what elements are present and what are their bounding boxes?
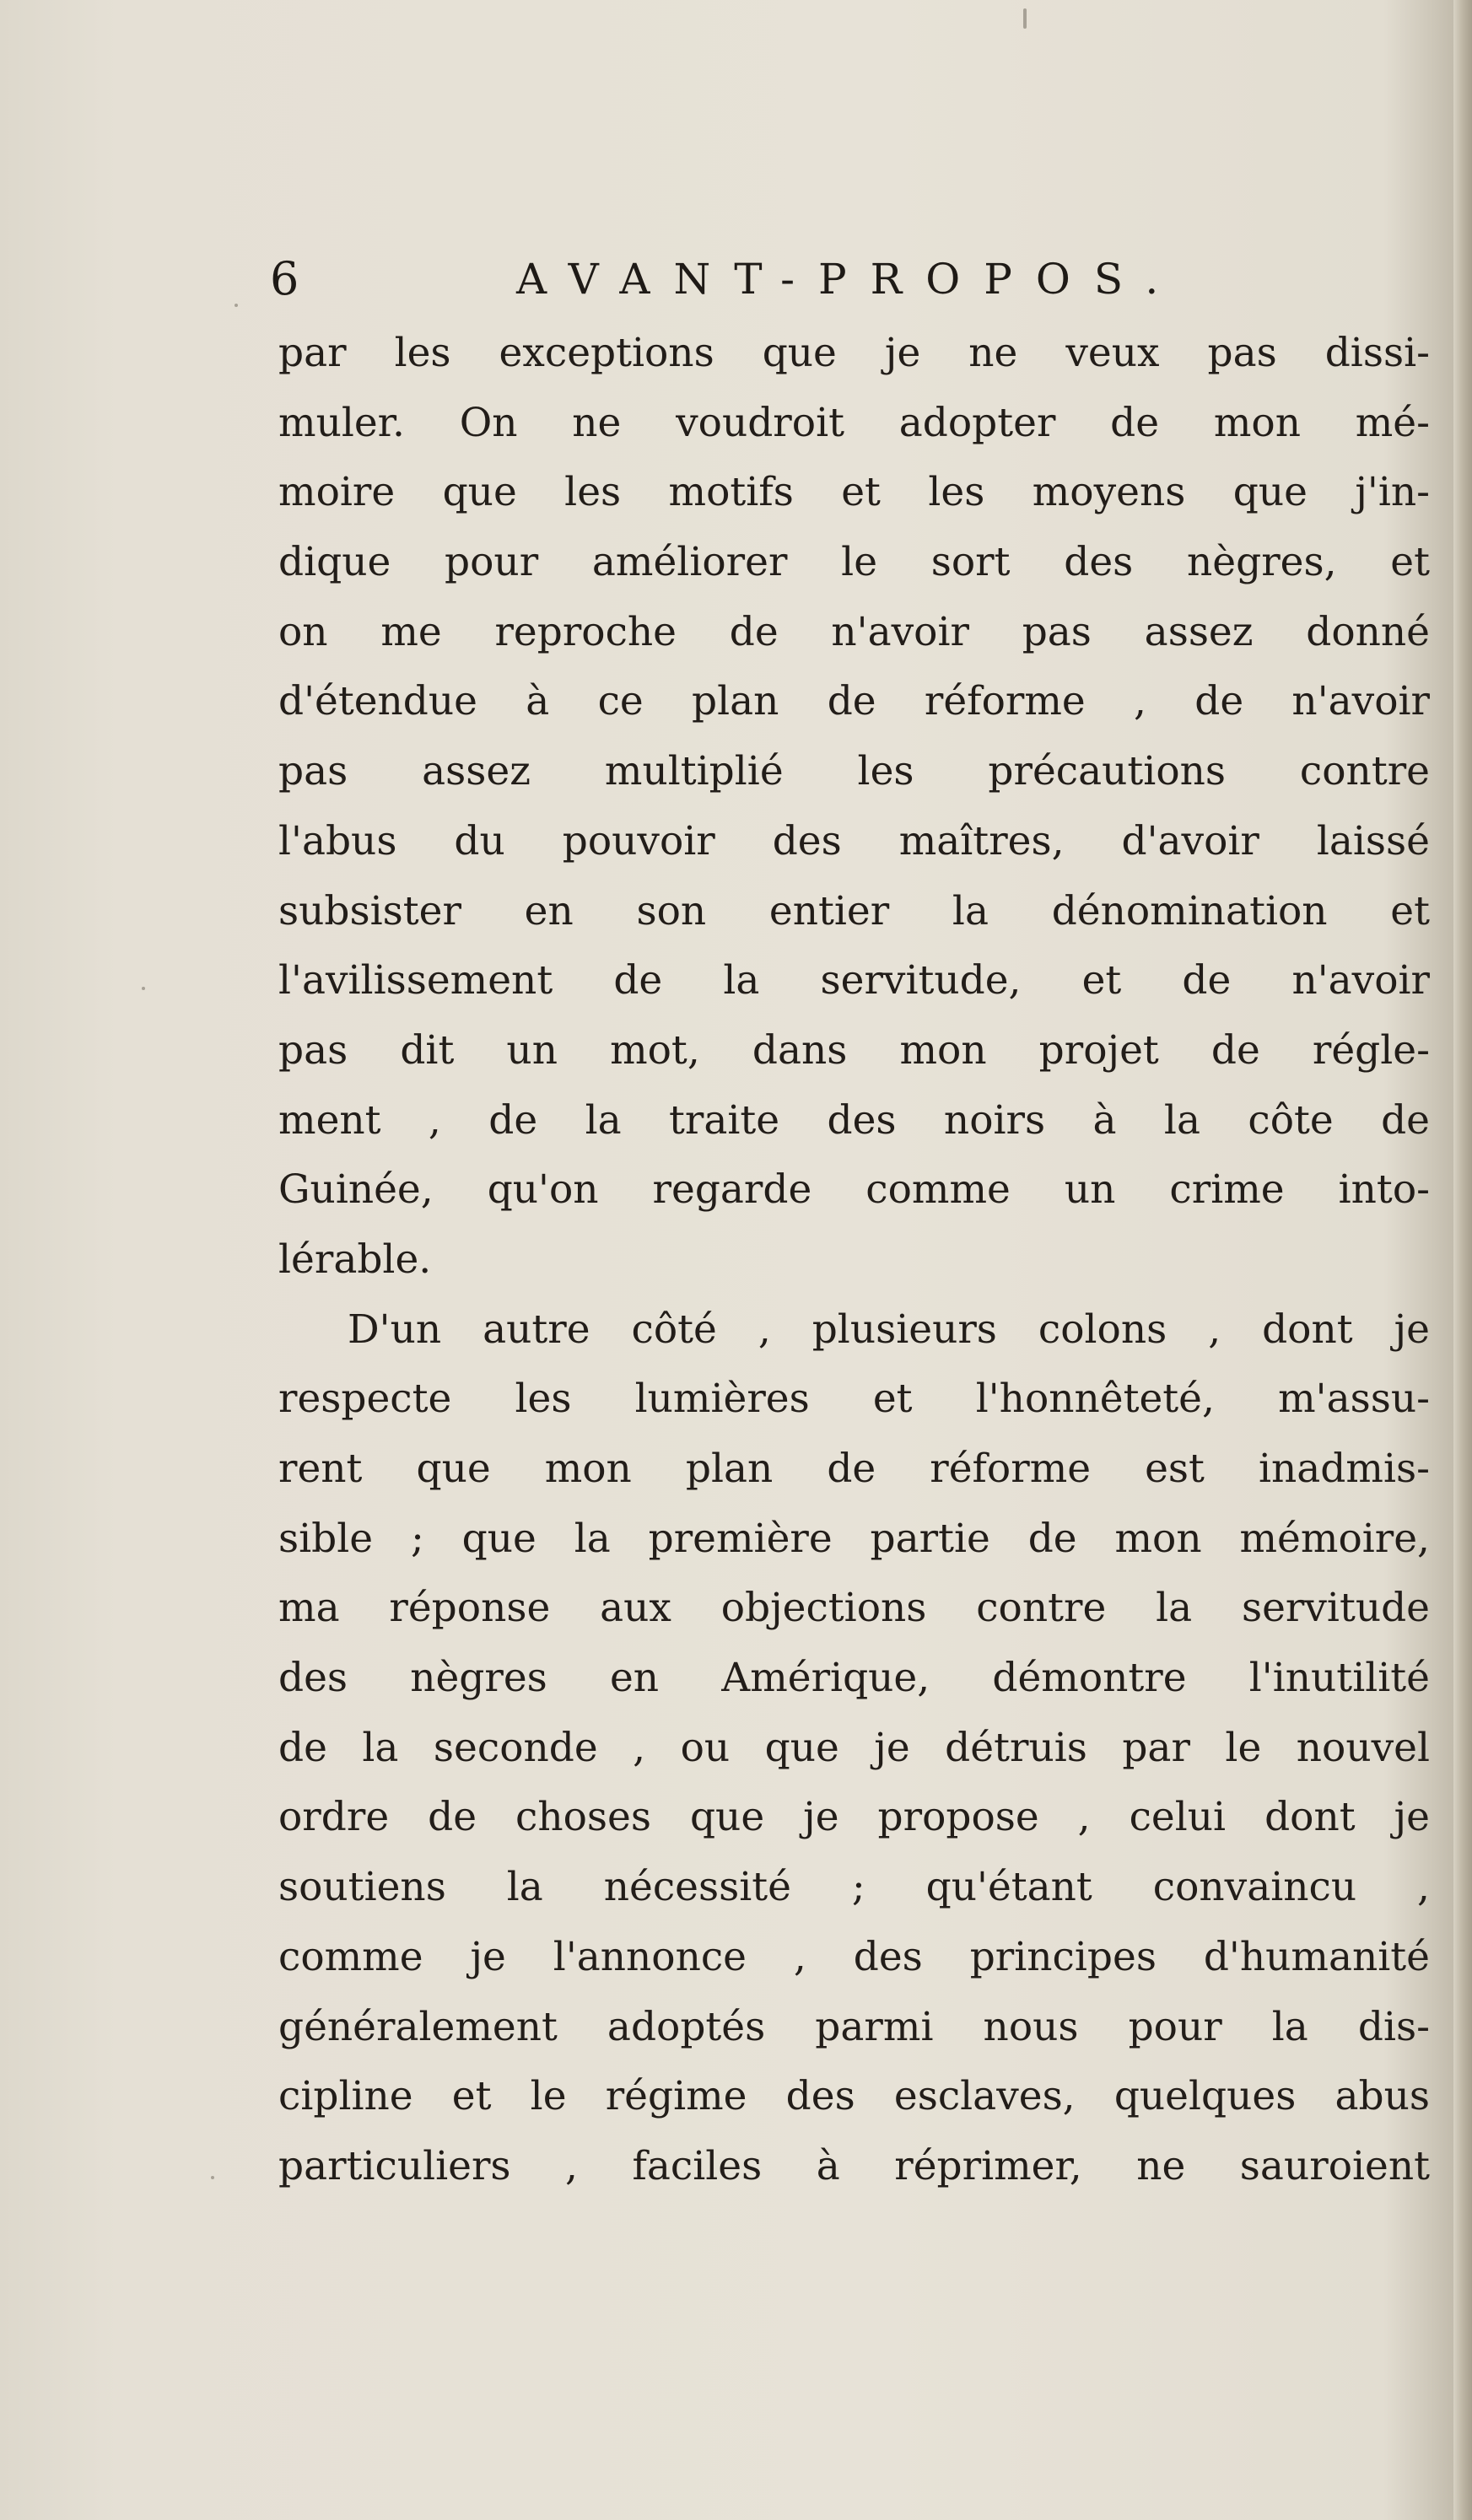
text-line: généralement adoptés parmi nous pour la dis-	[278, 2003, 1430, 2050]
text-line: de la seconde , ou que je détruis par le nouvel	[278, 1724, 1430, 1771]
text-line: l'avilissement de la servitude, et de n'avoir	[278, 957, 1430, 1004]
paper-mark	[235, 304, 238, 307]
text-line: des nègres en Amérique, démontre l'inutilité	[278, 1655, 1430, 1702]
text-line: par les exceptions que je ne veux pas dissi-	[278, 330, 1430, 376]
text-line: dique pour améliorer le sort des nègres, et	[278, 539, 1430, 586]
text-line: cipline et le régime des esclaves, quelques abus	[278, 2073, 1430, 2120]
text-line: muler. On ne voudroit adopter de mon mé-	[278, 399, 1430, 446]
text-line: l'abus du pouvoir des maîtres, d'avoir laissé	[278, 817, 1430, 864]
text-line: sible ; que la première partie de mon mémoire,	[278, 1515, 1430, 1562]
text-line: ment , de la traite des noirs à la côte de	[278, 1096, 1430, 1144]
paper-mark	[211, 2176, 214, 2179]
text-line: ma réponse aux objections contre la servitude	[278, 1585, 1430, 1632]
text-line: comme je l'annonce , des principes d'humanité	[278, 1933, 1430, 1980]
text-line: Guinée, qu'on regarde comme un crime into-	[278, 1166, 1430, 1214]
text-line: soutiens la nécessité ; qu'étant convaincu ,	[278, 1864, 1430, 1911]
text-line: particuliers , faciles à réprimer, ne sauroient	[278, 2142, 1430, 2189]
text-line: D'un autre côté , plusieurs colons , dont je	[348, 1306, 1430, 1353]
paper-mark	[1023, 8, 1027, 29]
text-line: pas dit un mot, dans mon projet de régle-	[278, 1026, 1430, 1074]
text-line: respecte les lumières et l'honnêteté, m'assu-	[278, 1376, 1430, 1423]
page-number: 6	[270, 252, 299, 305]
paper-mark	[142, 987, 145, 990]
page-edge-shadow	[1453, 0, 1472, 2520]
body-text	[278, 319, 1430, 2202]
text-line: lérable.	[278, 1236, 432, 1283]
text-line: moire que les motifs et les moyens que j'in-	[278, 469, 1430, 516]
running-head: AVANT-PROPOS.	[516, 255, 1183, 304]
text-line: rent que mon plan de réforme est inadmis-	[278, 1446, 1430, 1492]
text-line: on me reproche de n'avoir pas assez donné	[278, 608, 1430, 655]
text-line: ordre de choses que je propose , celui dont je	[278, 1794, 1430, 1841]
text-line: subsister en son entier la dénomination et	[278, 887, 1430, 934]
page-header	[270, 250, 1451, 317]
text-line: d'étendue à ce plan de réforme , de n'avoir	[278, 678, 1430, 725]
text-line: pas assez multiplié les précautions contre	[278, 748, 1430, 795]
